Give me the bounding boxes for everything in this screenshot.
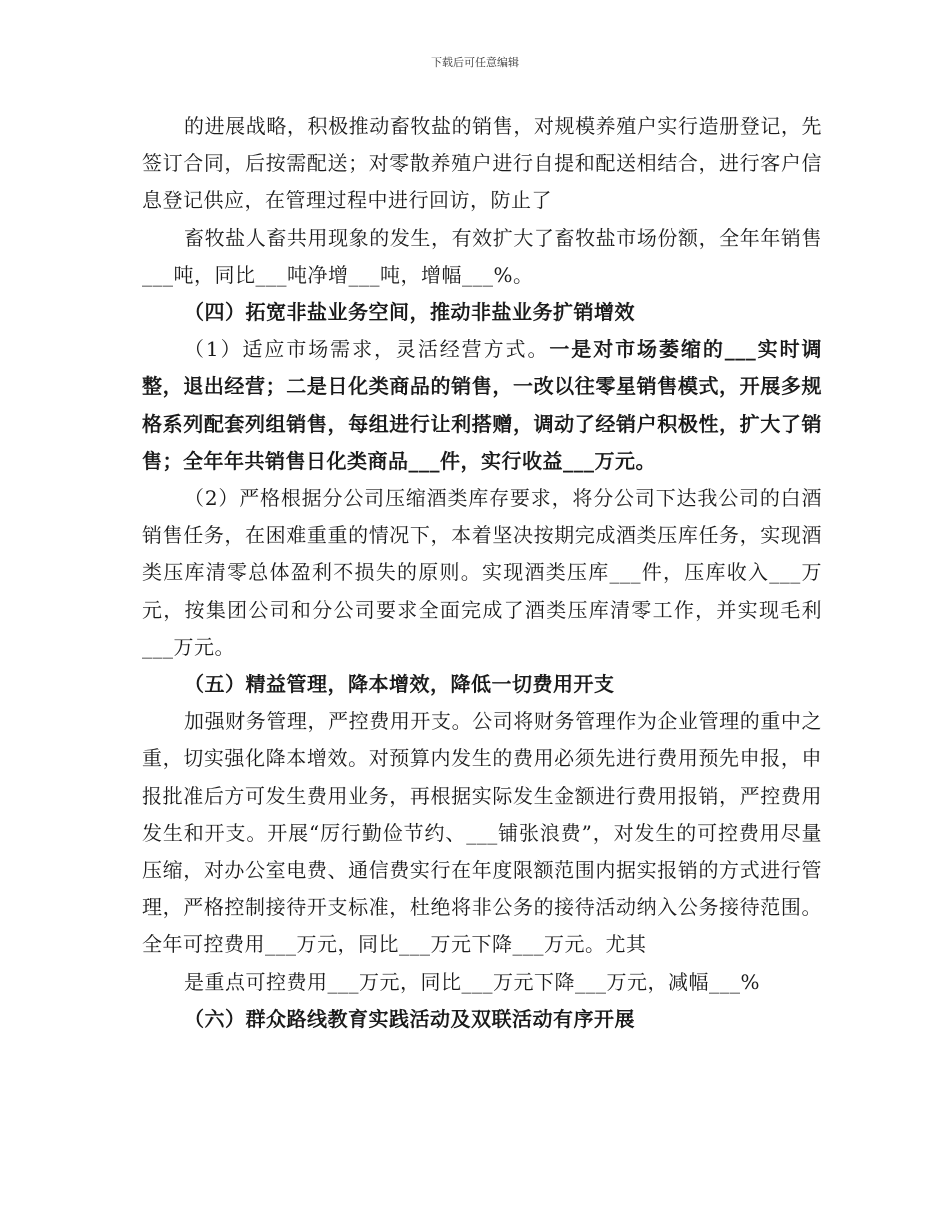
paragraph-liquor-inventory: （2）严格根据分公司压缩酒类库存要求，将分公司下达我公司的白酒销售任务，在困难重重的情况下，本着坚决按期完成酒类压库任务，实现酒类压库清零总体盈利不损失的原则。实现酒类压库___件，压库收入___万元，按集团公司和分公司要求全面完成了酒类压库清零工作，并实现毛利___万元。 bbox=[142, 486, 822, 659]
paragraph-livestock-salt-results: 畜牧盐人畜共用现象的发生，有效扩大了畜牧盐市场份额，全年年销售___吨，同比___吨净增___吨，增幅___%。 bbox=[142, 225, 822, 287]
paragraph-market-adaptation-intro: （1）适应市场需求，灵活经营方式。 bbox=[184, 337, 550, 362]
paragraph-market-adaptation bbox=[142, 331, 822, 480]
paragraph-market-adaptation-bold: 一是对市场萎缩的___实时调整，退出经营；二是日化类商品的销售，一改以往零星销售模式，开展多规格系列配套列组销售，每组进行让利搭赠，调动了经销户积极性，扩大了销售；全年年共销售日化类商品___件，实行收益___万元。 bbox=[142, 337, 822, 473]
section-heading-4: （四）拓宽非盐业务空间，推动非盐业务扩销增效 bbox=[184, 300, 635, 325]
paragraph-livestock-salt-strategy: 的进展战略，积极推动畜牧盐的销售，对规模养殖户实行造册登记，先签订合同，后按需配送；对零散养殖户进行自提和配送相结合，进行客户信息登记供应，在管理过程中进行回访，防止了 bbox=[142, 114, 822, 213]
paragraph-financial-management: 加强财务管理，严控费用开支。公司将财务管理作为企业管理的重中之重，切实强化降本增效。对预算内发生的费用必须先进行费用预先申报，申报批准后方可发生费用业务，再根据实际发生金额进行费用报销，严控费用发生和开支。开展“厉行勤俭节约、___铺张浪费”，对发生的可控费用尽量压缩，对办公室电费、通信费实行在年度限额范围内据实报销的方式进行管理，严格控制接待开支标准，杜绝将非公务的接待活动纳入公务接待范围。全年可控费用___万元，同比___万元下降___万元。尤其 bbox=[142, 709, 822, 957]
document-body bbox=[142, 108, 822, 1038]
section-heading-5: （五）精益管理，降本增效，降低一切费用开支 bbox=[184, 672, 615, 697]
section-heading-6: （六）群众路线教育实践活动及双联活动有序开展 bbox=[184, 1006, 635, 1031]
page-header: 下载后可任意编辑 bbox=[431, 56, 519, 69]
paragraph-key-cost-control: 是重点可控费用___万元，同比___万元下降___万元，减幅___% bbox=[184, 969, 761, 994]
